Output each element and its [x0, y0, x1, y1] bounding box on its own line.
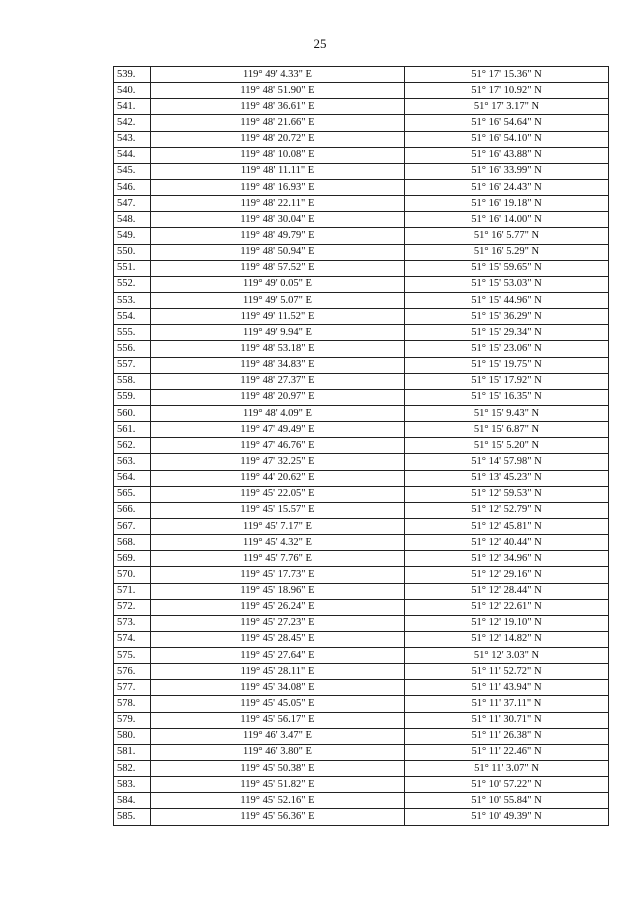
- longitude-cell: 119° 49' 9.94" E: [151, 325, 405, 341]
- latitude-cell: 51° 11' 52.72" N: [405, 664, 609, 680]
- point-number-cell: 553.: [114, 292, 151, 308]
- coordinates-table: [113, 66, 609, 826]
- point-number-cell: 559.: [114, 389, 151, 405]
- point-number-cell: 568.: [114, 535, 151, 551]
- latitude-cell: 51° 16' 43.88" N: [405, 147, 609, 163]
- longitude-cell: 119° 45' 15.57" E: [151, 502, 405, 518]
- latitude-cell: 51° 15' 53.03" N: [405, 276, 609, 292]
- point-number-cell: 552.: [114, 276, 151, 292]
- point-number-cell: 564.: [114, 470, 151, 486]
- table-row: [114, 99, 609, 115]
- table-row: [114, 389, 609, 405]
- point-number-cell: 581.: [114, 744, 151, 760]
- point-number-cell: 545.: [114, 163, 151, 179]
- point-number-cell: 583.: [114, 777, 151, 793]
- longitude-cell: 119° 45' 27.23" E: [151, 615, 405, 631]
- table-row: [114, 325, 609, 341]
- longitude-cell: 119° 48' 49.79" E: [151, 228, 405, 244]
- table-row: [114, 486, 609, 502]
- longitude-cell: 119° 49' 4.33" E: [151, 67, 405, 83]
- latitude-cell: 51° 17' 15.36" N: [405, 67, 609, 83]
- table-row: [114, 341, 609, 357]
- latitude-cell: 51° 17' 3.17" N: [405, 99, 609, 115]
- point-number-cell: 573.: [114, 615, 151, 631]
- latitude-cell: 51° 12' 28.44" N: [405, 583, 609, 599]
- latitude-cell: 51° 12' 29.16" N: [405, 567, 609, 583]
- table-row: [114, 260, 609, 276]
- latitude-cell: 51° 13' 45.23" N: [405, 470, 609, 486]
- point-number-cell: 572.: [114, 599, 151, 615]
- point-number-cell: 569.: [114, 551, 151, 567]
- point-number-cell: 555.: [114, 325, 151, 341]
- latitude-cell: 51° 15' 9.43" N: [405, 405, 609, 421]
- longitude-cell: 119° 48' 34.83" E: [151, 357, 405, 373]
- table-row: [114, 518, 609, 534]
- latitude-cell: 51° 11' 37.11" N: [405, 696, 609, 712]
- latitude-cell: 51° 12' 19.10" N: [405, 615, 609, 631]
- longitude-cell: 119° 45' 51.82" E: [151, 777, 405, 793]
- table-row: [114, 744, 609, 760]
- latitude-cell: 51° 12' 40.44" N: [405, 535, 609, 551]
- longitude-cell: 119° 45' 26.24" E: [151, 599, 405, 615]
- point-number-cell: 584.: [114, 793, 151, 809]
- table-row: [114, 212, 609, 228]
- longitude-cell: 119° 48' 11.11" E: [151, 163, 405, 179]
- point-number-cell: 567.: [114, 518, 151, 534]
- point-number-cell: 575.: [114, 648, 151, 664]
- point-number-cell: 554.: [114, 309, 151, 325]
- longitude-cell: 119° 45' 17.73" E: [151, 567, 405, 583]
- latitude-cell: 51° 10' 57.22" N: [405, 777, 609, 793]
- table-row: [114, 615, 609, 631]
- table-row: [114, 712, 609, 728]
- table-row: [114, 147, 609, 163]
- point-number-cell: 539.: [114, 67, 151, 83]
- longitude-cell: 119° 45' 45.05" E: [151, 696, 405, 712]
- point-number-cell: 576.: [114, 664, 151, 680]
- longitude-cell: 119° 45' 28.45" E: [151, 631, 405, 647]
- point-number-cell: 540.: [114, 83, 151, 99]
- longitude-cell: 119° 45' 28.11" E: [151, 664, 405, 680]
- latitude-cell: 51° 15' 23.06" N: [405, 341, 609, 357]
- table-row: [114, 405, 609, 421]
- point-number-cell: 562.: [114, 438, 151, 454]
- latitude-cell: 51° 11' 22.46" N: [405, 744, 609, 760]
- table-row: [114, 793, 609, 809]
- longitude-cell: 119° 49' 11.52" E: [151, 309, 405, 325]
- point-number-cell: 557.: [114, 357, 151, 373]
- longitude-cell: 119° 49' 5.07" E: [151, 292, 405, 308]
- longitude-cell: 119° 47' 32.25" E: [151, 454, 405, 470]
- table-row: [114, 454, 609, 470]
- table-row: [114, 83, 609, 99]
- table-row: [114, 777, 609, 793]
- latitude-cell: 51° 17' 10.92" N: [405, 83, 609, 99]
- latitude-cell: 51° 12' 14.82" N: [405, 631, 609, 647]
- latitude-cell: 51° 16' 54.64" N: [405, 115, 609, 131]
- table-row: [114, 502, 609, 518]
- table-row: [114, 551, 609, 567]
- table-row: [114, 438, 609, 454]
- point-number-cell: 582.: [114, 761, 151, 777]
- point-number-cell: 560.: [114, 405, 151, 421]
- point-number-cell: 550.: [114, 244, 151, 260]
- table-row: [114, 583, 609, 599]
- point-number-cell: 558.: [114, 373, 151, 389]
- longitude-cell: 119° 45' 4.32" E: [151, 535, 405, 551]
- table-row: [114, 809, 609, 825]
- latitude-cell: 51° 15' 5.20" N: [405, 438, 609, 454]
- table-row: [114, 131, 609, 147]
- point-number-cell: 585.: [114, 809, 151, 825]
- latitude-cell: 51° 12' 3.03" N: [405, 648, 609, 664]
- table-row: [114, 631, 609, 647]
- table-row: [114, 696, 609, 712]
- longitude-cell: 119° 45' 27.64" E: [151, 648, 405, 664]
- point-number-cell: 580.: [114, 728, 151, 744]
- latitude-cell: 51° 12' 45.81" N: [405, 518, 609, 534]
- point-number-cell: 551.: [114, 260, 151, 276]
- latitude-cell: 51° 10' 55.84" N: [405, 793, 609, 809]
- latitude-cell: 51° 15' 36.29" N: [405, 309, 609, 325]
- table-row: [114, 357, 609, 373]
- point-number-cell: 577.: [114, 680, 151, 696]
- table-row: [114, 163, 609, 179]
- point-number-cell: 565.: [114, 486, 151, 502]
- point-number-cell: 563.: [114, 454, 151, 470]
- table-row: [114, 244, 609, 260]
- longitude-cell: 119° 48' 10.08" E: [151, 147, 405, 163]
- table-row: [114, 599, 609, 615]
- coordinates-table-body: [114, 67, 609, 826]
- table-row: [114, 292, 609, 308]
- latitude-cell: 51° 16' 5.29" N: [405, 244, 609, 260]
- longitude-cell: 119° 48' 20.97" E: [151, 389, 405, 405]
- table-row: [114, 761, 609, 777]
- longitude-cell: 119° 47' 46.76" E: [151, 438, 405, 454]
- longitude-cell: 119° 48' 20.72" E: [151, 131, 405, 147]
- longitude-cell: 119° 48' 51.90" E: [151, 83, 405, 99]
- point-number-cell: 566.: [114, 502, 151, 518]
- latitude-cell: 51° 11' 30.71" N: [405, 712, 609, 728]
- table-row: [114, 196, 609, 212]
- point-number-cell: 547.: [114, 196, 151, 212]
- table-row: [114, 67, 609, 83]
- point-number-cell: 561.: [114, 422, 151, 438]
- table-row: [114, 535, 609, 551]
- table-row: [114, 115, 609, 131]
- longitude-cell: 119° 45' 34.08" E: [151, 680, 405, 696]
- longitude-cell: 119° 44' 20.62" E: [151, 470, 405, 486]
- latitude-cell: 51° 16' 14.00" N: [405, 212, 609, 228]
- latitude-cell: 51° 12' 22.61" N: [405, 599, 609, 615]
- table-row: [114, 567, 609, 583]
- latitude-cell: 51° 15' 6.87" N: [405, 422, 609, 438]
- point-number-cell: 574.: [114, 631, 151, 647]
- latitude-cell: 51° 16' 33.99" N: [405, 163, 609, 179]
- longitude-cell: 119° 45' 50.38" E: [151, 761, 405, 777]
- longitude-cell: 119° 46' 3.80" E: [151, 744, 405, 760]
- table-row: [114, 228, 609, 244]
- table-row: [114, 664, 609, 680]
- longitude-cell: 119° 48' 4.09" E: [151, 405, 405, 421]
- longitude-cell: 119° 45' 18.96" E: [151, 583, 405, 599]
- latitude-cell: 51° 16' 5.77" N: [405, 228, 609, 244]
- latitude-cell: 51° 15' 19.75" N: [405, 357, 609, 373]
- page-number: 25: [313, 36, 327, 51]
- table-row: [114, 648, 609, 664]
- latitude-cell: 51° 14' 57.98" N: [405, 454, 609, 470]
- point-number-cell: 542.: [114, 115, 151, 131]
- longitude-cell: 119° 45' 22.05" E: [151, 486, 405, 502]
- latitude-cell: 51° 15' 59.65" N: [405, 260, 609, 276]
- point-number-cell: 544.: [114, 147, 151, 163]
- point-number-cell: 541.: [114, 99, 151, 115]
- table-row: [114, 373, 609, 389]
- longitude-cell: 119° 46' 3.47" E: [151, 728, 405, 744]
- point-number-cell: 571.: [114, 583, 151, 599]
- point-number-cell: 570.: [114, 567, 151, 583]
- point-number-cell: 556.: [114, 341, 151, 357]
- longitude-cell: 119° 48' 21.66" E: [151, 115, 405, 131]
- latitude-cell: 51° 11' 26.38" N: [405, 728, 609, 744]
- longitude-cell: 119° 45' 7.76" E: [151, 551, 405, 567]
- longitude-cell: 119° 49' 0.05" E: [151, 276, 405, 292]
- longitude-cell: 119° 48' 57.52" E: [151, 260, 405, 276]
- latitude-cell: 51° 12' 59.53" N: [405, 486, 609, 502]
- latitude-cell: 51° 11' 43.94" N: [405, 680, 609, 696]
- latitude-cell: 51° 11' 3.07" N: [405, 761, 609, 777]
- table-row: [114, 276, 609, 292]
- point-number-cell: 579.: [114, 712, 151, 728]
- longitude-cell: 119° 48' 53.18" E: [151, 341, 405, 357]
- longitude-cell: 119° 48' 50.94" E: [151, 244, 405, 260]
- table-row: [114, 728, 609, 744]
- table-row: [114, 680, 609, 696]
- longitude-cell: 119° 45' 56.36" E: [151, 809, 405, 825]
- latitude-cell: 51° 12' 52.79" N: [405, 502, 609, 518]
- point-number-cell: 548.: [114, 212, 151, 228]
- longitude-cell: 119° 48' 16.93" E: [151, 179, 405, 195]
- latitude-cell: 51° 15' 17.92" N: [405, 373, 609, 389]
- latitude-cell: 51° 16' 24.43" N: [405, 179, 609, 195]
- table-row: [114, 470, 609, 486]
- longitude-cell: 119° 48' 22.11" E: [151, 196, 405, 212]
- latitude-cell: 51° 16' 54.10" N: [405, 131, 609, 147]
- table-row: [114, 309, 609, 325]
- latitude-cell: 51° 15' 16.35" N: [405, 389, 609, 405]
- point-number-cell: 549.: [114, 228, 151, 244]
- table-row: [114, 179, 609, 195]
- longitude-cell: 119° 48' 27.37" E: [151, 373, 405, 389]
- longitude-cell: 119° 45' 56.17" E: [151, 712, 405, 728]
- latitude-cell: 51° 15' 29.34" N: [405, 325, 609, 341]
- latitude-cell: 51° 15' 44.96" N: [405, 292, 609, 308]
- latitude-cell: 51° 12' 34.96" N: [405, 551, 609, 567]
- longitude-cell: 119° 48' 36.61" E: [151, 99, 405, 115]
- latitude-cell: 51° 16' 19.18" N: [405, 196, 609, 212]
- point-number-cell: 546.: [114, 179, 151, 195]
- longitude-cell: 119° 47' 49.49" E: [151, 422, 405, 438]
- point-number-cell: 578.: [114, 696, 151, 712]
- table-row: [114, 422, 609, 438]
- longitude-cell: 119° 45' 7.17" E: [151, 518, 405, 534]
- longitude-cell: 119° 45' 52.16" E: [151, 793, 405, 809]
- point-number-cell: 543.: [114, 131, 151, 147]
- latitude-cell: 51° 10' 49.39" N: [405, 809, 609, 825]
- longitude-cell: 119° 48' 30.04" E: [151, 212, 405, 228]
